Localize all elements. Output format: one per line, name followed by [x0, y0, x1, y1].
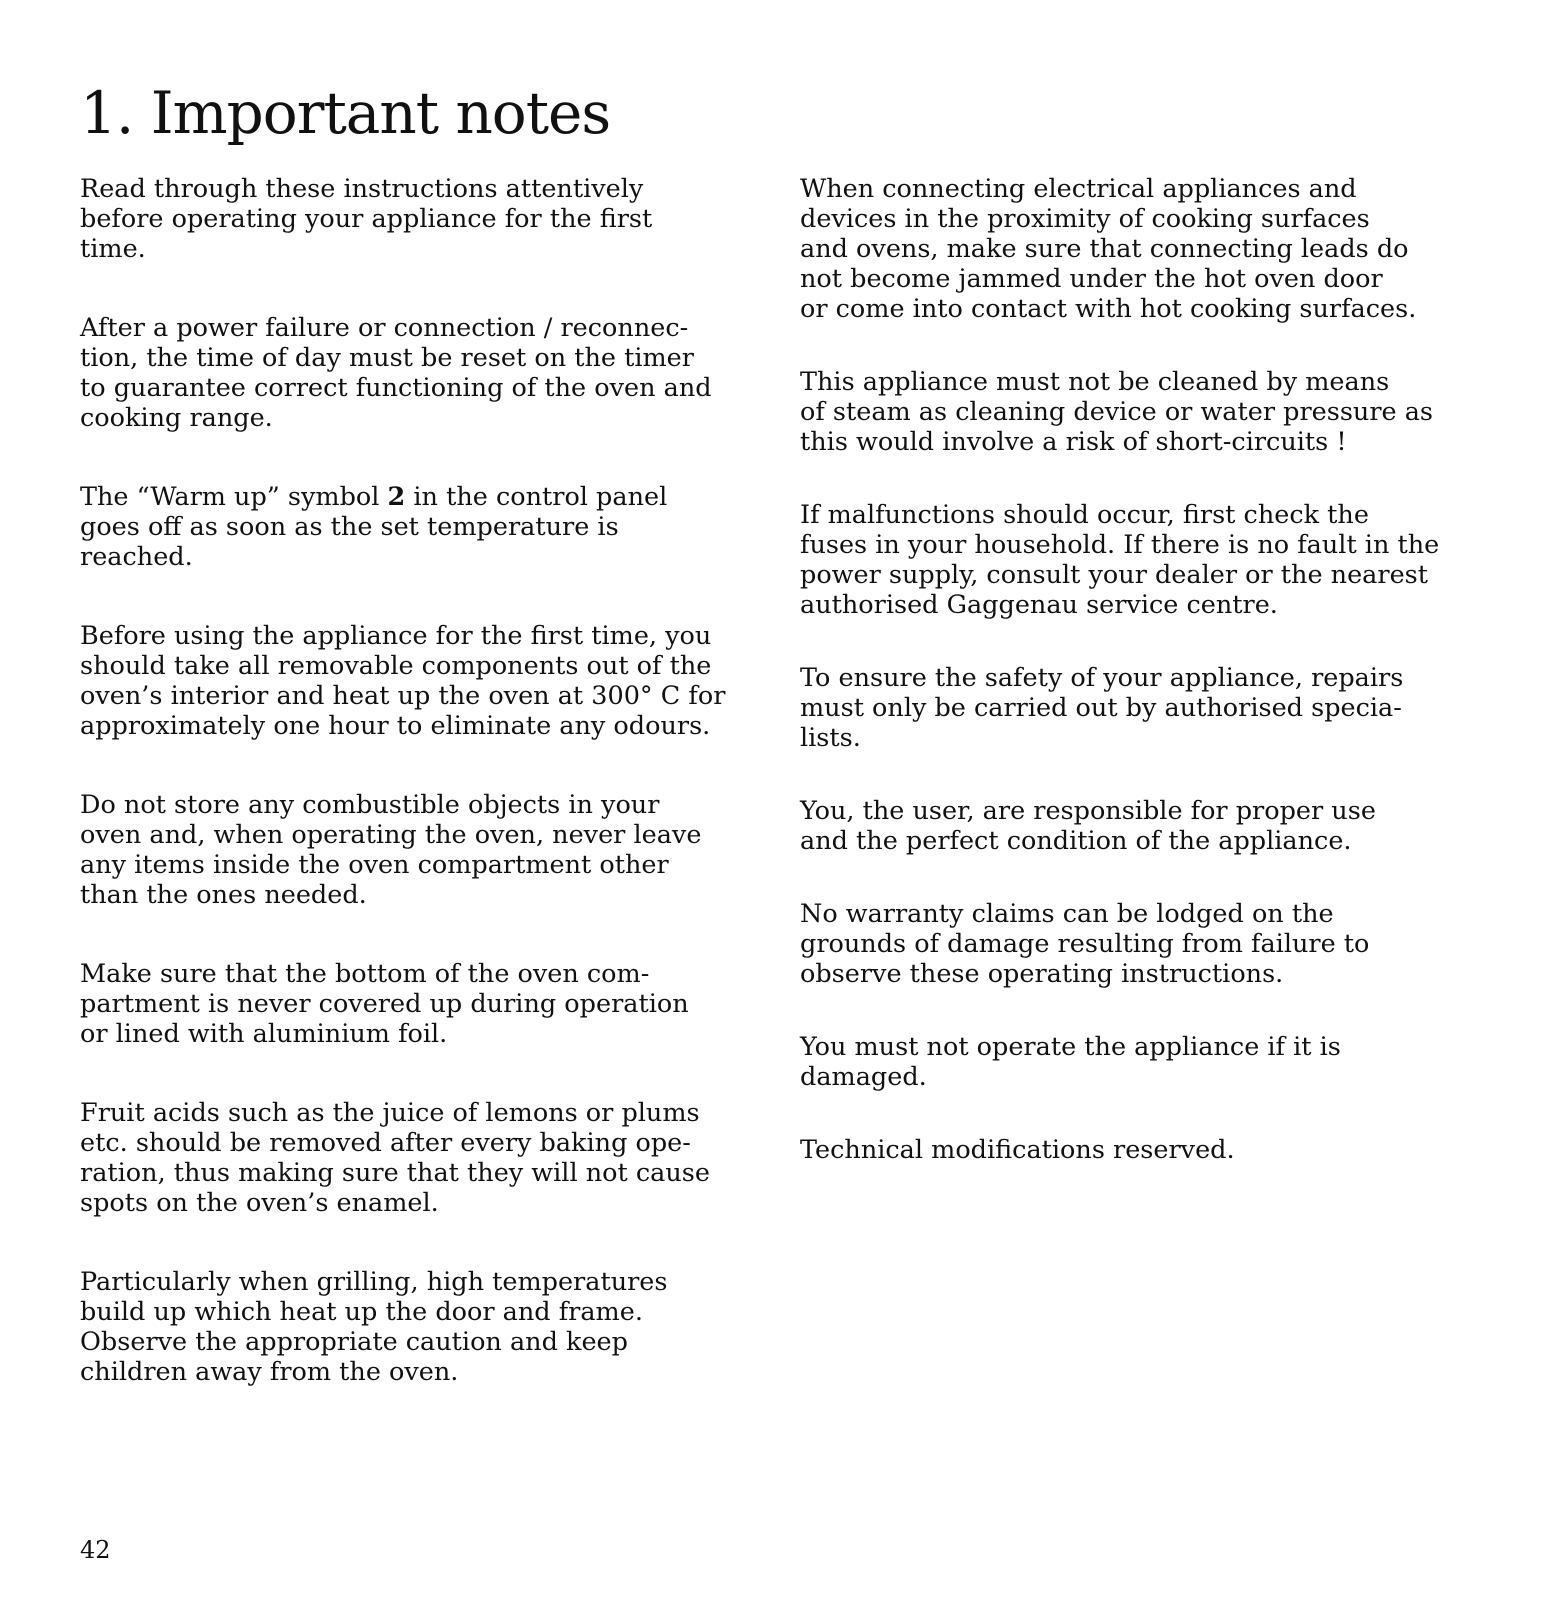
note-paragraph: Particularly when grilling, high temperatures build up which heat up the door and frame. Observe the appropriate caution and keep children away from the oven.	[80, 1267, 668, 1387]
page-title: 1. Important notes	[80, 79, 611, 147]
note-paragraph: If malfunctions should occur, first check the fuses in your household. If there is no fault in the power supply, consult your dealer or the nearest authorised Gaggenau service centre.	[800, 500, 1440, 620]
warm-up-symbol-number: 2	[387, 482, 406, 512]
note-paragraph: Fruit acids such as the juice of lemons or plums etc. should be removed after every baking ope- ration, thus making sure that they will not cause spots on the oven’s enamel.	[80, 1098, 710, 1218]
right-column	[800, 174, 1500, 1208]
note-paragraph: This appliance must not be cleaned by means of steam as cleaning device or water pressure as this would involve a risk of short-circuits !	[800, 367, 1434, 457]
note-paragraph: When connecting electrical appliances and devices in the proximity of cooking surfaces and ovens, make sure that connecting leads do not become jammed under the hot oven door or come into contact with hot cooking surfaces.	[800, 174, 1417, 324]
note-paragraph: To ensure the safety of your appliance, repairs must only be carried out by authorised specia- lists.	[800, 663, 1404, 753]
note-paragraph: You must not operate the appliance if it is damaged.	[800, 1032, 1341, 1092]
left-column	[80, 174, 770, 1436]
note-text: The “Warm up” symbol	[80, 482, 388, 512]
note-paragraph: Read through these instructions attentively before operating your appliance for the first time.	[80, 174, 653, 264]
note-paragraph	[80, 482, 770, 572]
note-paragraph: No warranty claims can be lodged on the grounds of damage resulting from failure to observe these operating instructions.	[800, 899, 1370, 989]
note-paragraph: You, the user, are responsible for proper use and the perfect condition of the appliance.	[800, 796, 1376, 856]
note-paragraph: Make sure that the bottom of the oven com- partment is never covered up during operation or lined with aluminium foil.	[80, 959, 689, 1049]
note-paragraph: Technical modifications reserved.	[800, 1135, 1235, 1165]
note-paragraph: Do not store any combustible objects in your oven and, when operating the oven, never leave any items inside the oven compartment other than the ones needed.	[80, 790, 702, 910]
note-paragraph: Before using the appliance for the first time, you should take all removable components out of the oven’s interior and heat up the oven at 300° C for approximately one hour to eliminate any odours.	[80, 621, 726, 741]
page-number: 42	[80, 1536, 111, 1564]
note-text: in the control panel goes off as soon as the set temperature is reached.	[80, 482, 668, 572]
note-paragraph: After a power failure or connection / reconnec- tion, the time of day must be reset on the timer to guarantee correct functioning of the oven and cooking range.	[80, 313, 712, 433]
